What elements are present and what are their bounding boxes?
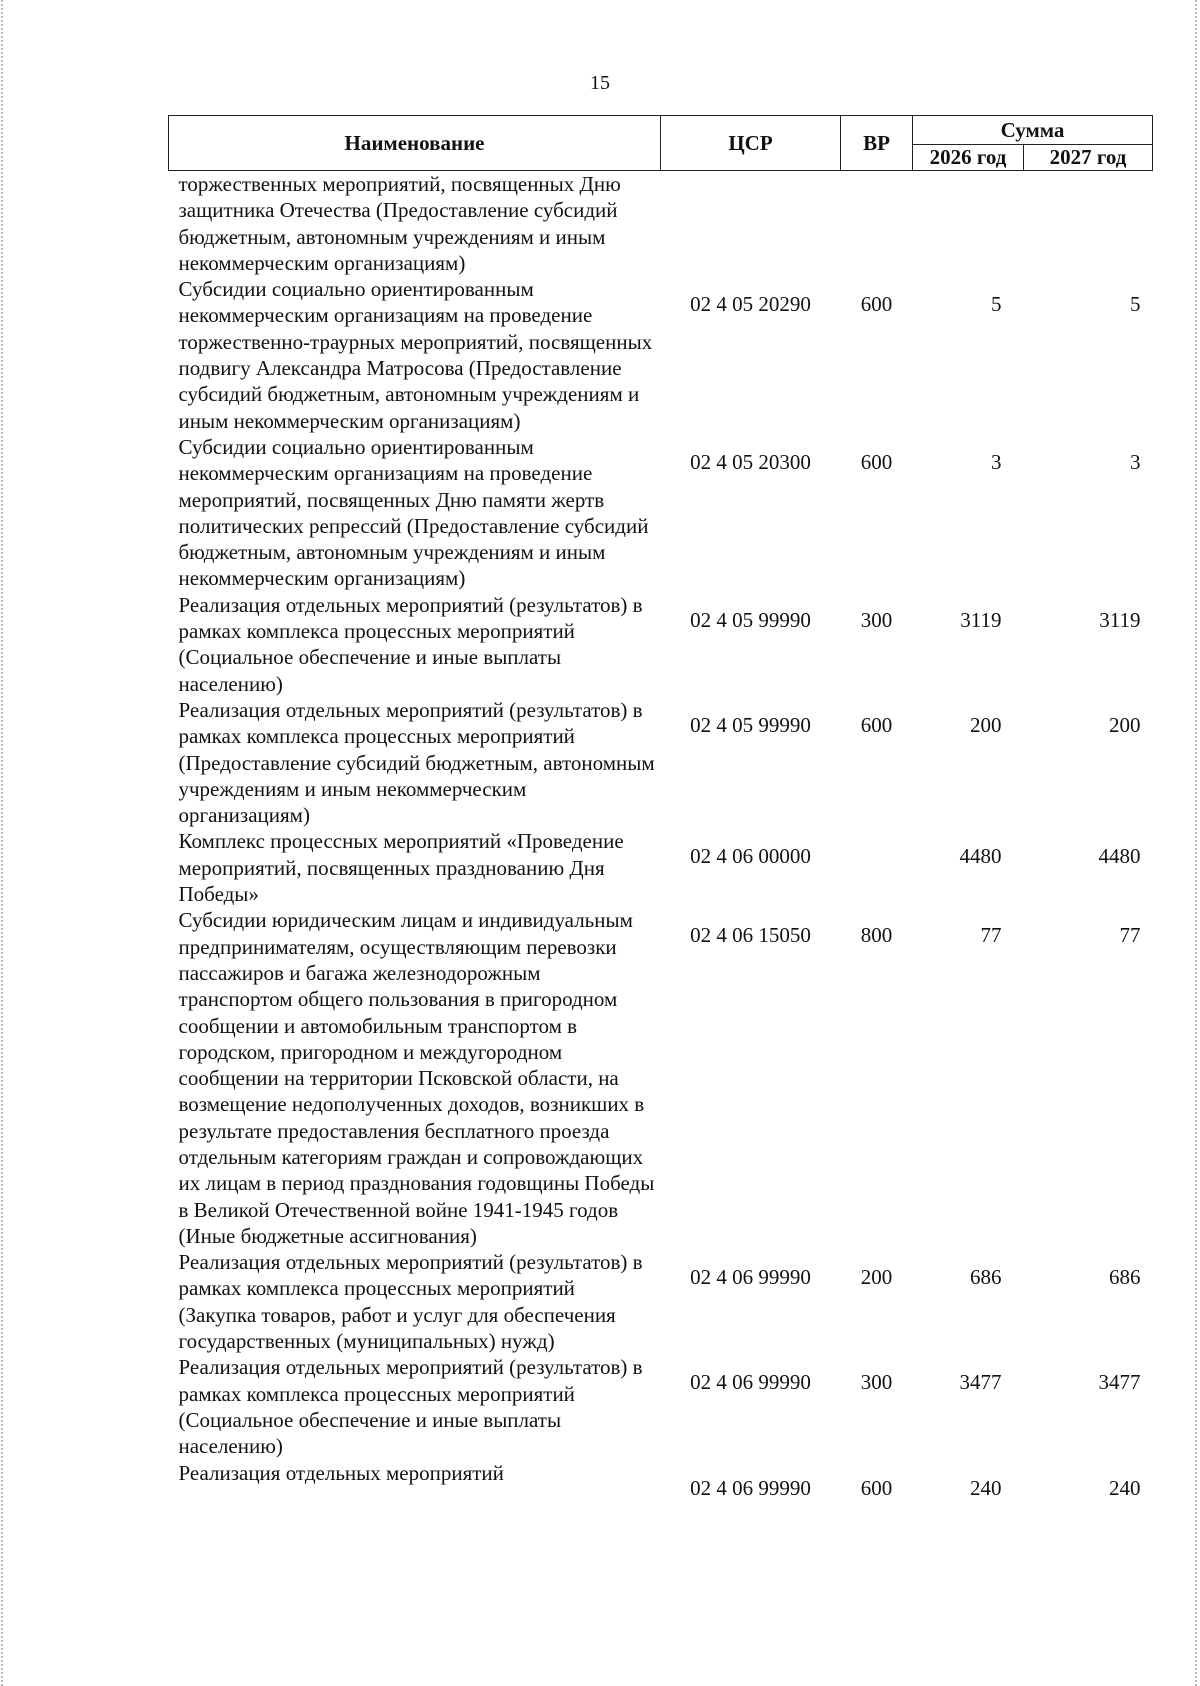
row-csr: [661, 171, 841, 277]
table-row: [169, 907, 1153, 1249]
page-number: 15: [590, 72, 610, 94]
header-year-2027: 2027 год: [1024, 145, 1153, 171]
header-csr: ЦСР: [661, 116, 841, 171]
row-amount-2026: 3477: [959, 1370, 1002, 1395]
row-amount-2026: 77: [980, 923, 1002, 948]
table-row: [169, 434, 1153, 592]
row-name: торжественных мероприятий, посвященных Дню защитника Отечества (Предоставление субсидий бюджетным, автономным учреждениям и иным некоммерческим организациям): [178, 172, 621, 275]
row-csr: 02 4 06 00000: [690, 844, 811, 869]
row-amount-2027: 240: [1109, 1475, 1141, 1500]
header-year-2026: 2026 год: [913, 145, 1024, 171]
header-name: Наименование: [169, 116, 661, 171]
row-vr: [841, 171, 913, 277]
scan-edge-left: [1, 0, 5, 1686]
row-csr: 02 4 06 15050: [690, 923, 811, 948]
row-amount-2027: 3: [1130, 449, 1141, 474]
row-amount-2027: 686: [1109, 1265, 1141, 1290]
table-row: [169, 828, 1153, 907]
row-vr: 800: [860, 923, 893, 948]
row-name: Реализация отдельных мероприятий (результатов) в рамках комплекса процессных мероприятий (Социальное обеспечение и иные выплаты населению): [178, 592, 643, 696]
row-amount-2026: 4480: [959, 844, 1002, 869]
row-csr: 02 4 06 99990: [690, 1370, 811, 1395]
budget-table: [168, 115, 1153, 1501]
row-csr: 02 4 05 20290: [690, 292, 811, 317]
row-vr: 300: [860, 607, 893, 632]
row-name: Реализация отдельных мероприятий (результатов) в рамках комплекса процессных мероприятий (Предоставление субсидий бюджетным, автономным учреждениям и иным некоммерческим организациям): [178, 697, 655, 828]
row-amount-2026: 5: [991, 292, 1002, 317]
row-vr: 600: [860, 712, 893, 737]
row-csr: 02 4 05 99990: [690, 607, 811, 632]
row-amount-2027: 3119: [1099, 607, 1141, 632]
row-csr: 02 4 05 99990: [690, 712, 811, 737]
row-name: Реализация отдельных мероприятий (результатов) в рамках комплекса процессных мероприятий (Закупка товаров, работ и услуг для обеспечения государственных (муниципальных) нужд): [178, 1250, 643, 1354]
row-amount-2027: 200: [1109, 712, 1141, 737]
row-name: Субсидии социально ориентированным некоммерческим организациям на проведение торжественно-траурных мероприятий, посвященных подвигу Александра Матросова (Предоставление субсидий бюджетным, автономным учреждениям и иным некоммерческим организациям): [178, 277, 653, 433]
table-row: [169, 592, 1153, 697]
header-vr: ВР: [841, 116, 913, 171]
row-amount-2027: 4480: [1098, 844, 1141, 869]
table-row: [169, 171, 1153, 277]
row-csr: 02 4 06 99990: [690, 1265, 811, 1290]
row-amount-2026: 3: [991, 449, 1002, 474]
table-row: [169, 1249, 1153, 1354]
row-name: Реализация отдельных мероприятий (результатов) в рамках комплекса процессных мероприятий (Социальное обеспечение и иные выплаты населению): [178, 1355, 643, 1459]
row-amount-2027: 3477: [1098, 1370, 1141, 1395]
row-amount-2027: 77: [1119, 923, 1141, 948]
row-vr: 300: [860, 1370, 893, 1395]
row-csr: 02 4 06 99990: [690, 1475, 811, 1500]
row-name: Субсидии юридическим лицам и индивидуальным предпринимателям, осуществляющим перевозки пассажиров и багажа железнодорожным транспортом общего пользования в пригородном сообщении и автомобильным транспортом в городском, пригородном и междугородном сообщении на территории Псковской области, на возмещение недополученных доходов, возникших в результате предоставления бесплатного проезда отдельным категориям граждан и сопровождающих их лицам в период празднования годовщины Победы в Великой Отечественной войне 1941-1945 годов (Иные бюджетные ассигнования): [178, 908, 655, 1248]
row-amount-2026: 240: [970, 1475, 1002, 1500]
row-vr: 600: [860, 449, 893, 474]
scan-edge-right: [1195, 0, 1199, 1686]
row-vr: [841, 828, 913, 907]
row-name: Реализация отдельных мероприятий: [178, 1460, 504, 1485]
row-vr: 200: [860, 1265, 893, 1290]
table-row: [169, 1354, 1153, 1459]
row-amount-2026: [913, 171, 1024, 277]
table-header: [169, 116, 1153, 171]
row-amount-2026: 3119: [960, 607, 1002, 632]
table-body: [169, 171, 1153, 1501]
row-amount-2027: [1024, 171, 1153, 277]
row-vr: 600: [860, 1475, 893, 1500]
table-row: [169, 276, 1153, 434]
table-row: [169, 697, 1153, 828]
row-amount-2027: 5: [1130, 292, 1141, 317]
header-sum: Сумма: [913, 116, 1153, 145]
row-name: Субсидии социально ориентированным некоммерческим организациям на проведение мероприятий, посвященных Дню памяти жертв политических репрессий (Предоставление субсидий бюджетным, автономным учреждениям и иным некоммерческим организациям): [178, 434, 649, 591]
row-amount-2026: 686: [970, 1265, 1002, 1290]
row-amount-2026: 200: [970, 712, 1002, 737]
row-csr: 02 4 05 20300: [690, 449, 811, 474]
row-name: Комплекс процессных мероприятий «Проведение мероприятий, посвященных празднованию Дня Победы»: [178, 829, 624, 907]
row-vr: 600: [860, 292, 893, 317]
table-row: [169, 1460, 1153, 1501]
